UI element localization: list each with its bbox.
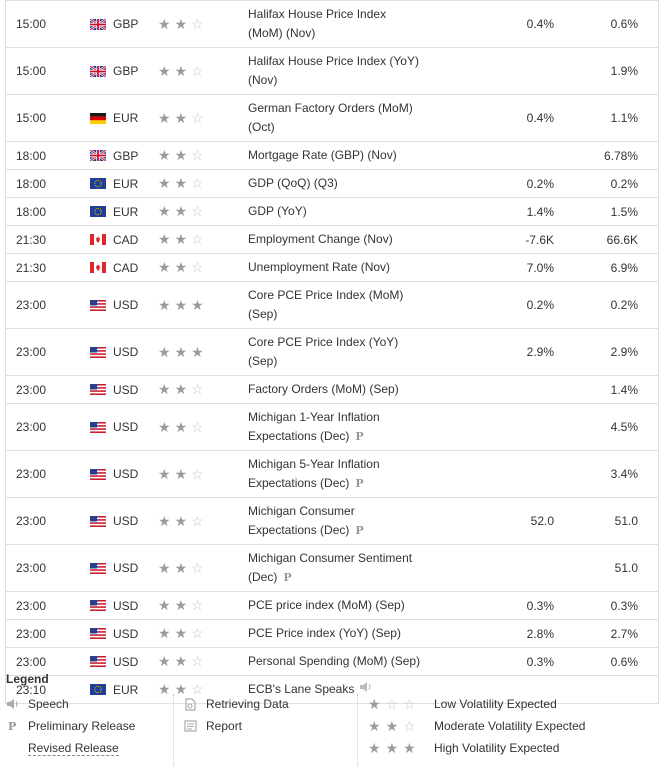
volatility-stars: ★ ★ ★ — [156, 329, 248, 376]
event-time: 23:00 — [6, 404, 91, 451]
currency-cell — [90, 282, 156, 329]
gb-flag-icon — [90, 150, 106, 161]
volatility-stars: ★ ★ ☆ — [156, 498, 248, 545]
forecast-value: 1.5% — [554, 198, 658, 226]
event-name-line2: (MoM) (Nov) — [248, 26, 316, 40]
table-row[interactable] — [6, 376, 659, 404]
event-time: 23:00 — [6, 648, 91, 676]
event-cell[interactable] — [248, 404, 484, 451]
currency-cell — [90, 404, 156, 451]
currency-code: GBP — [113, 148, 139, 163]
event-cell[interactable] — [248, 329, 484, 376]
gb-flag-icon — [90, 19, 106, 30]
volatility-stars: ★ ★ ☆ — [156, 95, 248, 142]
event-cell[interactable] — [248, 142, 484, 170]
table-row[interactable] — [6, 451, 659, 498]
forecast-value: 0.2% — [554, 170, 658, 198]
currency-code: EUR — [113, 204, 139, 219]
event-name-line1: German Factory Orders (MoM) — [248, 101, 413, 115]
event-cell[interactable] — [248, 198, 484, 226]
legend-title: Legend — [6, 672, 49, 686]
currency-code: GBP — [113, 64, 139, 78]
legend-revised — [6, 738, 119, 758]
currency-code: EUR — [113, 111, 139, 125]
currency-code: EUR — [113, 682, 139, 697]
actual-value: 0.4% — [484, 1, 554, 48]
volatility-stars: ★ ★ ☆ — [156, 648, 248, 676]
actual-value: 0.3% — [484, 648, 554, 676]
legend-revised-label: Revised Release — [28, 740, 119, 755]
currency-code: CAD — [113, 260, 139, 275]
event-name: Unemployment Rate (Nov) — [248, 260, 391, 274]
forecast-value: 2.7% — [554, 620, 658, 648]
volatility-stars: ★ ★ ☆ — [156, 1, 248, 48]
currency-cell — [90, 48, 156, 95]
volatility-stars: ★ ★ ☆ — [156, 592, 248, 620]
us-flag-icon — [90, 384, 106, 395]
forecast-value: 6.9% — [554, 254, 658, 282]
legend-high-label: High Volatility Expected — [434, 741, 560, 755]
event-time: 15:00 — [6, 48, 91, 95]
event-time: 21:30 — [6, 226, 91, 254]
actual-value: 1.4% — [484, 198, 554, 226]
table-row[interactable] — [6, 198, 659, 226]
event-cell[interactable] — [248, 95, 484, 142]
event-time: 23:10 — [6, 676, 91, 704]
preliminary-icon: P — [355, 430, 364, 443]
forecast-value: 0.2% — [554, 282, 658, 329]
eu-flag-icon — [90, 206, 106, 217]
actual-value: -7.6K — [484, 226, 554, 254]
legend-low-label: Low Volatility Expected — [434, 697, 557, 711]
event-name-line2: (Dec) — [248, 570, 278, 584]
ca-flag-icon — [90, 262, 106, 273]
event-name: ECB's Lane Speaks — [248, 682, 355, 696]
table-row[interactable] — [6, 329, 659, 376]
actual-value: 7.0% — [484, 254, 554, 282]
event-name-line2: (Sep) — [248, 354, 278, 368]
event-cell[interactable] — [248, 376, 484, 404]
volatility-stars: ★ ★ ☆ — [156, 254, 248, 282]
event-cell[interactable] — [248, 620, 484, 648]
economic-calendar-table — [5, 0, 659, 704]
legend-report — [184, 716, 242, 736]
forecast-value: 51.0 — [554, 498, 658, 545]
currency-cell — [90, 170, 156, 198]
event-name: Mortgage Rate (GBP) (Nov) — [248, 148, 397, 162]
currency-cell — [90, 451, 156, 498]
currency-code: EUR — [113, 176, 139, 191]
table-row[interactable] — [6, 254, 659, 282]
event-name: Factory Orders (MoM) (Sep) — [248, 382, 399, 396]
de-flag-icon — [90, 113, 106, 124]
event-time: 15:00 — [6, 95, 91, 142]
event-time: 18:00 — [6, 142, 91, 170]
us-flag-icon — [90, 422, 106, 433]
volatility-stars: ★ ★ ☆ — [156, 48, 248, 95]
event-cell[interactable] — [248, 282, 484, 329]
one-star-icon: ★ ☆ ☆ — [368, 695, 416, 712]
table-row[interactable] — [6, 95, 659, 142]
currency-code: USD — [113, 467, 139, 481]
currency-code: USD — [113, 514, 139, 528]
event-time: 15:00 — [6, 1, 91, 48]
currency-code: USD — [113, 626, 139, 641]
legend-preliminary-label: Preliminary Release — [28, 719, 136, 733]
event-name-line1: Core PCE Price Index (YoY) — [248, 335, 399, 349]
actual-value: 52.0 — [484, 498, 554, 545]
event-name-line1: Halifax House Price Index (YoY) — [248, 54, 419, 68]
event-cell[interactable] — [248, 592, 484, 620]
us-flag-icon — [90, 563, 106, 574]
legend-low-volatility — [368, 694, 557, 714]
legend-moderate-label: Moderate Volatility Expected — [434, 719, 586, 733]
table-row[interactable] — [6, 498, 659, 545]
event-name: Employment Change (Nov) — [248, 232, 393, 246]
us-flag-icon — [90, 628, 106, 639]
currency-cell — [90, 376, 156, 404]
volatility-stars: ★ ★ ☆ — [156, 226, 248, 254]
event-cell[interactable] — [248, 498, 484, 545]
event-name-line2: (Sep) — [248, 307, 278, 321]
currency-cell — [90, 198, 156, 226]
actual-value — [484, 451, 554, 498]
event-name-line2: Expectations (Dec) — [248, 429, 350, 443]
legend — [0, 664, 663, 770]
preliminary-icon: P — [355, 477, 364, 490]
actual-value: 0.4% — [484, 95, 554, 142]
volatility-stars: ★ ★ ★ — [156, 282, 248, 329]
actual-value: 0.2% — [484, 282, 554, 329]
us-flag-icon — [90, 347, 106, 358]
currency-cell — [90, 592, 156, 620]
event-time: 23:00 — [6, 376, 91, 404]
volatility-stars: ★ ★ ☆ — [156, 404, 248, 451]
eu-flag-icon — [90, 178, 106, 189]
event-cell[interactable] — [248, 226, 484, 254]
event-cell[interactable] — [248, 170, 484, 198]
event-name-line1: Michigan 5-Year Inflation — [248, 457, 380, 471]
volatility-stars: ★ ★ ☆ — [156, 142, 248, 170]
forecast-value: 4.5% — [554, 404, 658, 451]
forecast-value: 2.9% — [554, 329, 658, 376]
currency-code: USD — [113, 598, 139, 613]
event-name-line1: Core PCE Price Index (MoM) — [248, 288, 404, 302]
event-name-line1: Michigan Consumer Sentiment — [248, 551, 413, 565]
volatility-stars: ★ ★ ☆ — [156, 676, 248, 704]
event-name-line2: Expectations (Dec) — [248, 476, 350, 490]
event-name-line1: Halifax House Price Index — [248, 7, 387, 21]
gb-flag-icon — [90, 66, 106, 77]
legend-high-volatility — [368, 738, 559, 758]
legend-retrieving-label: Retrieving Data — [206, 697, 289, 711]
currency-cell — [90, 620, 156, 648]
event-cell[interactable] — [248, 451, 484, 498]
event-time: 18:00 — [6, 170, 91, 198]
legend-speech — [6, 694, 69, 714]
event-time: 23:00 — [6, 329, 91, 376]
actual-value: 2.8% — [484, 620, 554, 648]
currency-code: CAD — [113, 232, 139, 247]
actual-value: 2.9% — [484, 329, 554, 376]
volatility-stars: ★ ★ ☆ — [156, 451, 248, 498]
event-name: PCE price index (MoM) (Sep) — [248, 598, 405, 612]
table-row[interactable] — [6, 620, 659, 648]
currency-cell — [90, 329, 156, 376]
event-cell[interactable] — [248, 48, 484, 95]
event-cell[interactable] — [248, 545, 484, 592]
preliminary-icon: P — [355, 524, 364, 537]
retrieving-data-icon — [184, 698, 206, 711]
event-name-line2: Expectations (Dec) — [248, 523, 350, 537]
event-time: 23:00 — [6, 282, 91, 329]
event-time: 18:00 — [6, 198, 91, 226]
forecast-value: 0.3% — [554, 592, 658, 620]
actual-value: 0.2% — [484, 170, 554, 198]
us-flag-icon — [90, 516, 106, 527]
event-time: 23:00 — [6, 592, 91, 620]
actual-value — [484, 48, 554, 95]
currency-code: USD — [113, 345, 139, 359]
three-star-icon: ★ ★ ★ — [368, 739, 416, 756]
currency-cell — [90, 545, 156, 592]
currency-code: USD — [113, 298, 139, 312]
table-row[interactable] — [6, 226, 659, 254]
event-name-line2: (Nov) — [248, 73, 278, 87]
currency-code: USD — [113, 561, 139, 575]
us-flag-icon — [90, 600, 106, 611]
actual-value — [484, 404, 554, 451]
event-time: 21:30 — [6, 254, 91, 282]
event-time: 23:00 — [6, 545, 91, 592]
currency-cell — [90, 254, 156, 282]
event-time: 23:00 — [6, 451, 91, 498]
forecast-value: 0.6% — [554, 1, 658, 48]
forecast-value: 3.4% — [554, 451, 658, 498]
speaker-icon — [6, 698, 28, 710]
legend-moderate-volatility — [368, 716, 585, 736]
event-name: GDP (QoQ) (Q3) — [248, 176, 338, 190]
preliminary-icon: P — [8, 719, 17, 733]
currency-cell — [90, 1, 156, 48]
event-time: 23:00 — [6, 620, 91, 648]
two-star-icon: ★ ★ ☆ — [368, 717, 416, 734]
table-row[interactable] — [6, 170, 659, 198]
legend-divider — [173, 694, 175, 766]
actual-value — [484, 142, 554, 170]
forecast-value: 6.78% — [554, 142, 658, 170]
event-cell[interactable] — [248, 254, 484, 282]
forecast-value: 1.1% — [554, 95, 658, 142]
forecast-value: 51.0 — [554, 545, 658, 592]
event-name-line1: Michigan Consumer — [248, 504, 355, 518]
currency-cell — [90, 142, 156, 170]
event-name-line1: Michigan 1-Year Inflation — [248, 410, 380, 424]
table-row[interactable] — [6, 592, 659, 620]
legend-preliminary — [6, 716, 135, 736]
forecast-value: 66.6K — [554, 226, 658, 254]
legend-divider — [357, 694, 359, 766]
forecast-value: 1.4% — [554, 376, 658, 404]
us-flag-icon — [90, 300, 106, 311]
volatility-stars: ★ ★ ☆ — [156, 170, 248, 198]
currency-code: GBP — [113, 17, 139, 31]
currency-cell — [90, 226, 156, 254]
volatility-stars: ★ ★ ☆ — [156, 620, 248, 648]
event-time: 23:00 — [6, 498, 91, 545]
currency-code: USD — [113, 654, 139, 669]
table-row[interactable] — [6, 282, 659, 329]
actual-value: 0.3% — [484, 592, 554, 620]
ca-flag-icon — [90, 234, 106, 245]
report-icon — [184, 720, 206, 732]
legend-speech-label: Speech — [28, 697, 69, 711]
actual-value — [484, 545, 554, 592]
event-name-line2: (Oct) — [248, 120, 275, 134]
forecast-value: 1.9% — [554, 48, 658, 95]
volatility-stars: ★ ★ ☆ — [156, 198, 248, 226]
preliminary-icon: P — [283, 571, 292, 584]
currency-cell — [90, 498, 156, 545]
legend-report-label: Report — [206, 719, 243, 733]
event-cell[interactable] — [248, 1, 484, 48]
table-row[interactable] — [6, 1, 659, 48]
currency-code: USD — [113, 420, 139, 434]
us-flag-icon — [90, 469, 106, 480]
volatility-stars: ★ ★ ☆ — [156, 376, 248, 404]
currency-code: USD — [113, 382, 139, 397]
event-name: GDP (YoY) — [248, 204, 307, 218]
legend-retrieving — [184, 694, 289, 714]
volatility-stars: ★ ★ ☆ — [156, 545, 248, 592]
event-name: Personal Spending (MoM) (Sep) — [248, 654, 421, 668]
table-row[interactable] — [6, 48, 659, 95]
currency-cell — [90, 95, 156, 142]
forecast-value: 0.6% — [554, 648, 658, 676]
event-name: PCE Price index (YoY) (Sep) — [248, 626, 401, 640]
actual-value — [484, 376, 554, 404]
table-row[interactable] — [6, 404, 659, 451]
table-row[interactable] — [6, 142, 659, 170]
table-row[interactable] — [6, 545, 659, 592]
